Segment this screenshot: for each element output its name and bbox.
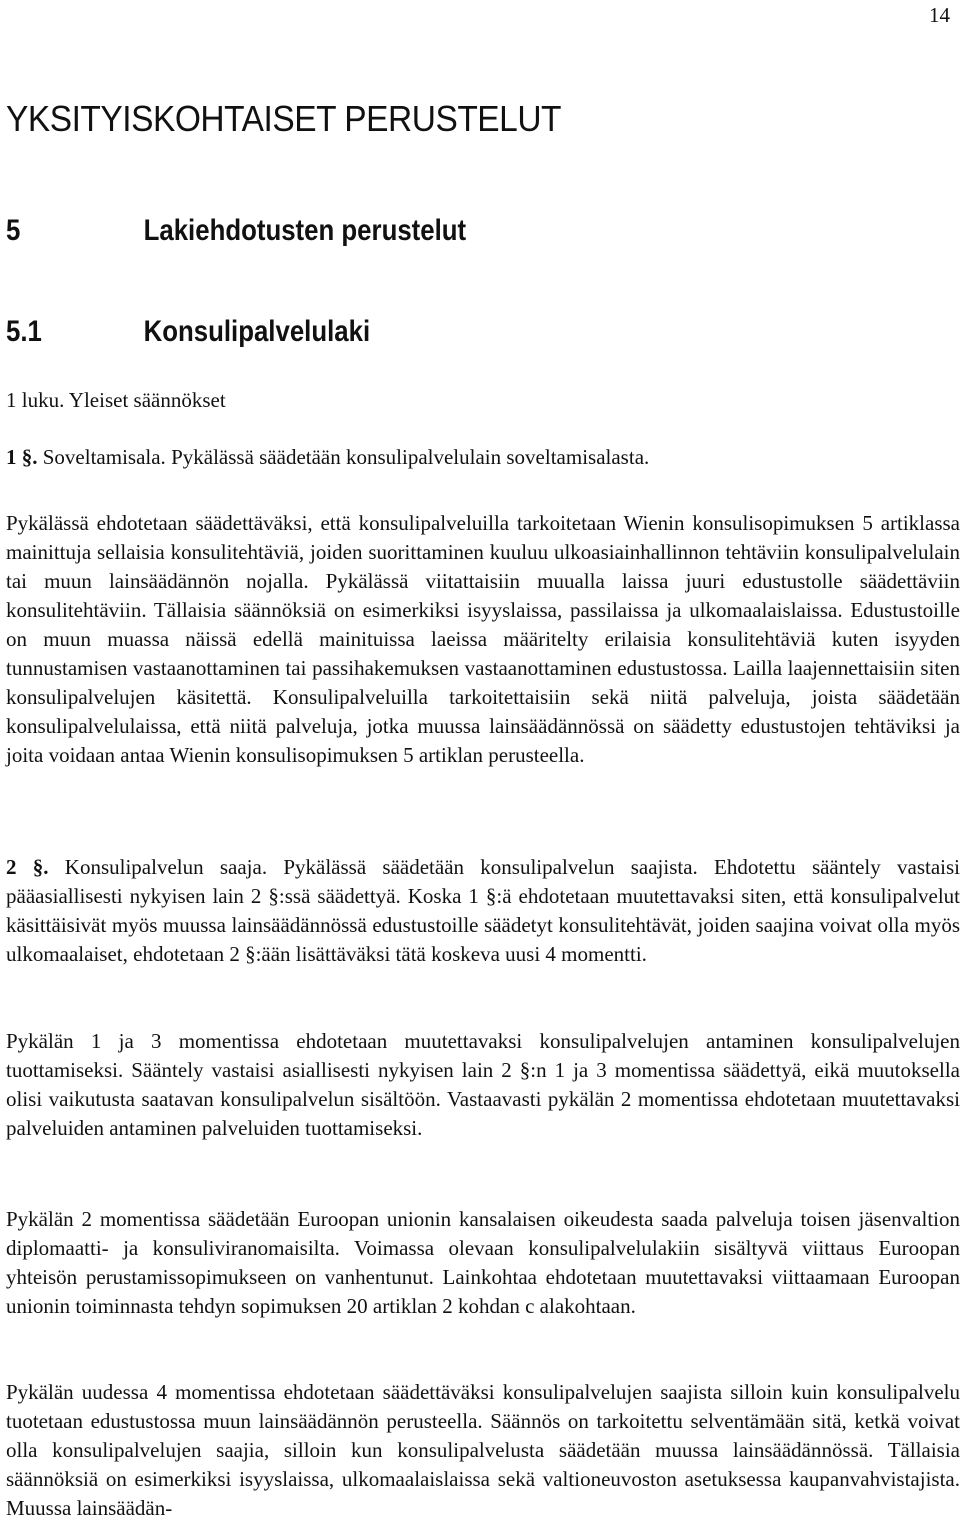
section-1-sign: §. [21, 445, 38, 469]
section-1-text: Pykälässä säädetään konsulipalvelulain soveltamisalasta. [165, 445, 650, 469]
paragraph-5-text: Pykälän uudessa 4 momentissa ehdotetaan säädettäväksi konsulipalvelujen saajista silloin kuin konsulipalvelu tuotetaan edustustossa muun lainsäädännön perusteella. Säännös on tarkoitettu selventämään sitä, ketkä voivat olla konsulipalvelujen saajia, silloin kun konsulipalvelusta säädetään muussa lainsäädännössä. Tällaisia säännöksiä on esimerkiksi isyyslaissa, ulkomaalaislaissa sekä valtioneuvoston asetuksessa kaupanvahvistajista. Muussa lainsäädän- [6, 1380, 960, 1520]
page-number: 14 [929, 3, 950, 27]
paragraph-1-text: Pykälässä ehdotetaan säädettäväksi, että konsulipalveluilla tarkoitetaan Wienin konsulisopimuksen 5 artiklassa mainittuja sellaisia konsulitehtäviä, joiden suorittaminen kuuluu ulkoasiainhallinnon tehtäviin konsulipalvelulain tai muun lainsäädännön nojalla. Pykälässä viitattaisiin muualla laissa juuri edustustolle säädettäviin konsulitehtäviin. Tällaisia säännöksiä on esimerkiksi isyyslaissa, passilaissa ja ulkomaalaislaissa. Edustustoille on muun muassa näissä edellä mainituissa laeissa määritelty erilaisia konsulitehtäviä kuten isyyden tunnustamisen vastaanottaminen tai passihakemuksen vastaanottaminen edustustossa. Lailla laajennettaisiin siten konsulipalvelujen käsitettä. Konsulipalveluilla tarkoitettaisiin sekä niitä palveluja, joista säädetään konsulipalvelulaissa, että niitä palveluja, jotka muussa lainsäädännössä on säädetty edustustojen tehtäviksi ja joita voidaan antaa Wienin konsulisopimuksen 5 artiklan perusteella. [6, 511, 960, 767]
section-title: Konsulipalvelulaki [143, 315, 371, 348]
section-1-heading [6, 443, 649, 472]
paragraph-1 [6, 509, 960, 770]
section-2-sign: §. [32, 855, 49, 879]
luku-heading: 1 luku. Yleiset säännökset [6, 388, 226, 412]
section-2-text: Pykälässä säädetään konsulipalvelun saajista. Ehdotettu sääntely vastaisi pääasiallisesti nykyisen lain 2 §:ssä säädettyä. Koska 1 §:ä ehdotetaan muutettavaksi siten, että konsulipalvelut käsittäisivät myös muussa lainsäädännössä edustustoille säädetyt konsulitehtävät, joiden saajina voivat olla myös ulkomaalaiset, ehdotetaan 2 §:ään lisättäväksi tätä koskeva uusi 4 momentti. [6, 855, 960, 966]
section-1-title: Soveltamisala. [37, 445, 166, 469]
chapter-title: Lakiehdotusten perustelut [143, 214, 467, 247]
paragraph-4 [6, 1205, 960, 1321]
chapter-heading [6, 214, 466, 248]
paragraph-3-text: Pykälän 1 ja 3 momentissa ehdotetaan muutettavaksi konsulipalvelujen antaminen konsulipalvelujen tuottamiseksi. Sääntely vastaisi asiallisesti nykyisen lain 2 §:n 1 ja 3 momentissa säädettyä, eikä muutoksella olisi vaikutusta saatavan konsulipalvelun sisältöön. Vastaavasti pykälän 2 momentissa ehdotetaan muutettavaksi palveluiden antaminen palveluiden tuottamiseksi. [6, 1029, 960, 1140]
section-2-title: Konsulipalvelun saaja. [48, 855, 268, 879]
paragraph-4-text: Pykälän 2 momentissa säädetään Euroopan unionin kansalaisen oikeudesta saada palveluja toisen jäsenvaltion diplomaatti- ja konsuliviranomaisilta. Voimassa olevaan konsulipalvelulakiin sisältyvä viittaus Euroopan yhteisön perustamissopimukseen on vanhentunut. Lainkohtaa ehdotetaan muutettavaksi viittaamaan Euroopan unionin toiminnasta tehdyn sopimuksen 20 artiklan 2 kohdan c alakohtaan. [6, 1207, 960, 1318]
chapter-number: 5 [6, 214, 21, 247]
paragraph-5 [6, 1378, 960, 1523]
section-number: 5.1 [6, 315, 42, 348]
document-title: YKSITYISKOHTAISET PERUSTELUT [6, 98, 562, 139]
section-2-number: 2 [6, 855, 17, 879]
section-2-paragraph [6, 853, 960, 969]
paragraph-2 [6, 853, 960, 969]
section-1-number: 1 [6, 445, 17, 469]
section-heading [6, 315, 370, 349]
paragraph-3 [6, 1027, 960, 1143]
